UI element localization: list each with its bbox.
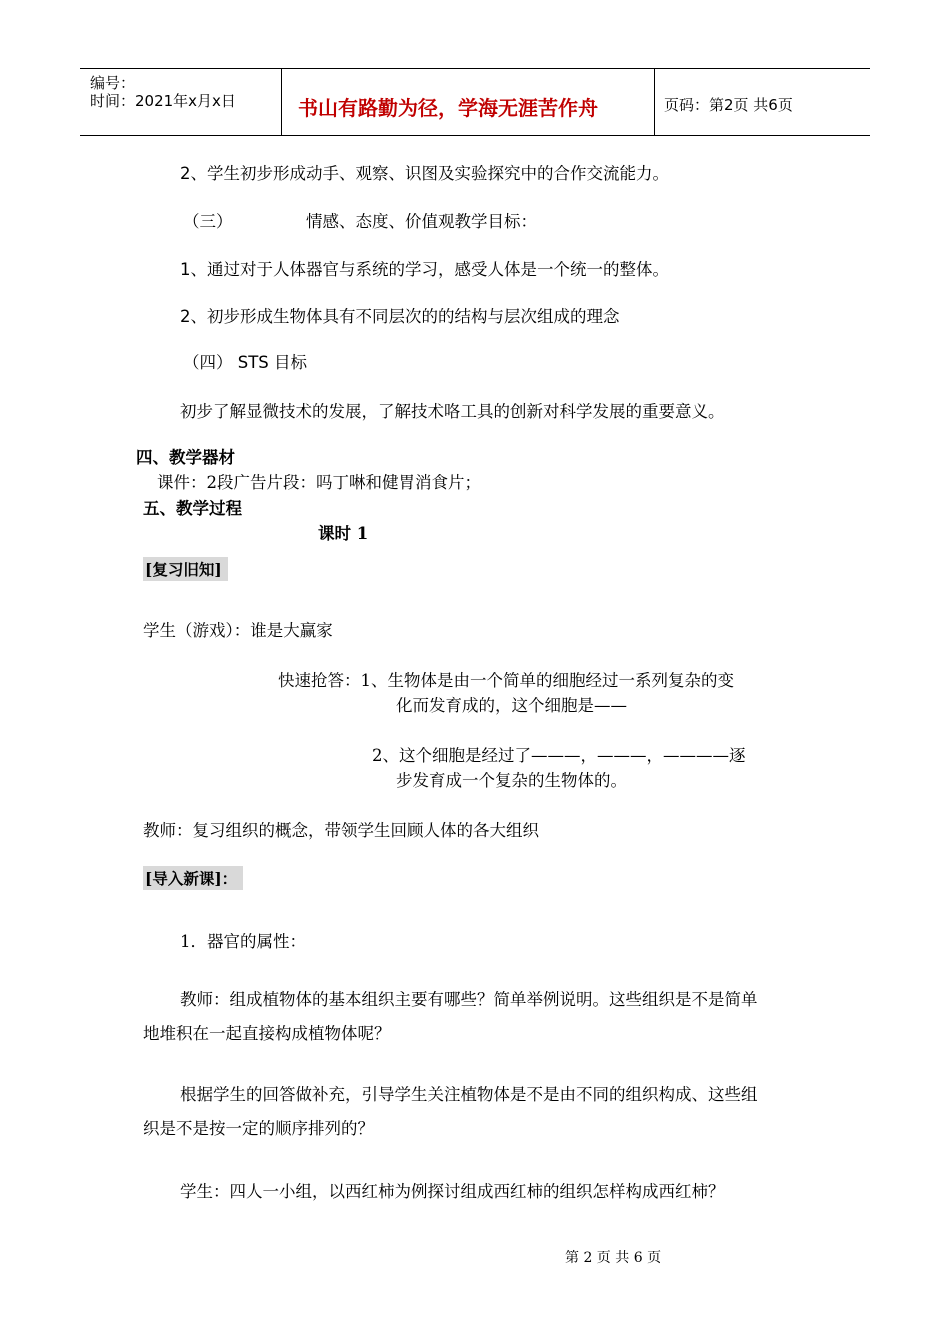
courseware-line: 课件：2段广告片段：吗丁啉和健胃消食片； xyxy=(157,473,481,492)
new-lesson-tag: [导入新课]： xyxy=(143,866,243,890)
emotion-line-2: 2、初步形成生物体具有不同层次的的结构与层次组成的理念 xyxy=(180,307,620,326)
objective-line-2: 2、学生初步形成动手、观察、识图及实验探究中的合作交流能力。 xyxy=(180,164,669,183)
supplement-line-b: 织是不是按一定的顺序排列的？ xyxy=(143,1119,374,1138)
header-bottom-border xyxy=(80,135,870,136)
header-divider-right xyxy=(654,68,655,136)
student-group-line: 学生：四人一小组，以西红柿为例探讨组成西红柿的组织怎样构成西红柿？ xyxy=(180,1182,725,1201)
section-4-title: （四） STS 目标 xyxy=(183,353,308,372)
lesson-heading: 课时 1 xyxy=(318,524,369,543)
section-3-title: 情感、态度、价值观教学目标： xyxy=(306,212,537,231)
quick-answer-1b: 化而发育成的，这个细胞是—— xyxy=(396,696,627,715)
page-footer: 第 2 页 共 6 页 xyxy=(565,1250,662,1266)
organ-attribute-line: 1．器官的属性： xyxy=(180,932,306,951)
motto: 书山有路勤为径，学海无涯苦作舟 xyxy=(298,96,598,120)
page-info: 页码：第2页 共6页 xyxy=(664,96,793,114)
teacher-question-1b: 地堆积在一起直接构成植物体呢？ xyxy=(143,1024,391,1043)
teacher-question-1a: 教师：组成植物体的基本组织主要有哪些？简单举例说明。这些组织是不是简单 xyxy=(180,990,758,1009)
quick-answer-1a: 快速抢答：1、生物体是由一个简单的细胞经过一系列复杂的变 xyxy=(278,671,734,690)
number-label: 编号： xyxy=(90,74,136,92)
quick-answer-2a: 2、这个细胞是经过了———，———，————逐 xyxy=(372,746,746,765)
section-3-number: （三） xyxy=(183,212,233,231)
sts-line: 初步了解显微技术的发展，了解技术咯工具的创新对科学发展的重要意义。 xyxy=(180,402,725,421)
game-line: 学生（游戏）：谁是大赢家 xyxy=(143,621,333,640)
header-top-border xyxy=(80,68,870,69)
teacher-review-line: 教师：复习组织的概念，带领学生回顾人体的各大组织 xyxy=(143,821,539,840)
supplement-line-a: 根据学生的回答做补充，引导学生关注植物体是不是由不同的组织构成、这些组 xyxy=(180,1085,758,1104)
heading-process: 五、教学过程 xyxy=(143,499,242,518)
emotion-line-1: 1、通过对于人体器官与系统的学习，感受人体是一个统一的整体。 xyxy=(180,260,669,279)
heading-equipment: 四、教学器材 xyxy=(136,448,235,467)
header-divider-left xyxy=(281,68,282,136)
time-label: 时间：2021年x月x日 xyxy=(90,92,236,110)
quick-answer-2b: 步发育成一个复杂的生物体的。 xyxy=(396,771,627,790)
review-tag: [复习旧知] xyxy=(143,557,228,581)
